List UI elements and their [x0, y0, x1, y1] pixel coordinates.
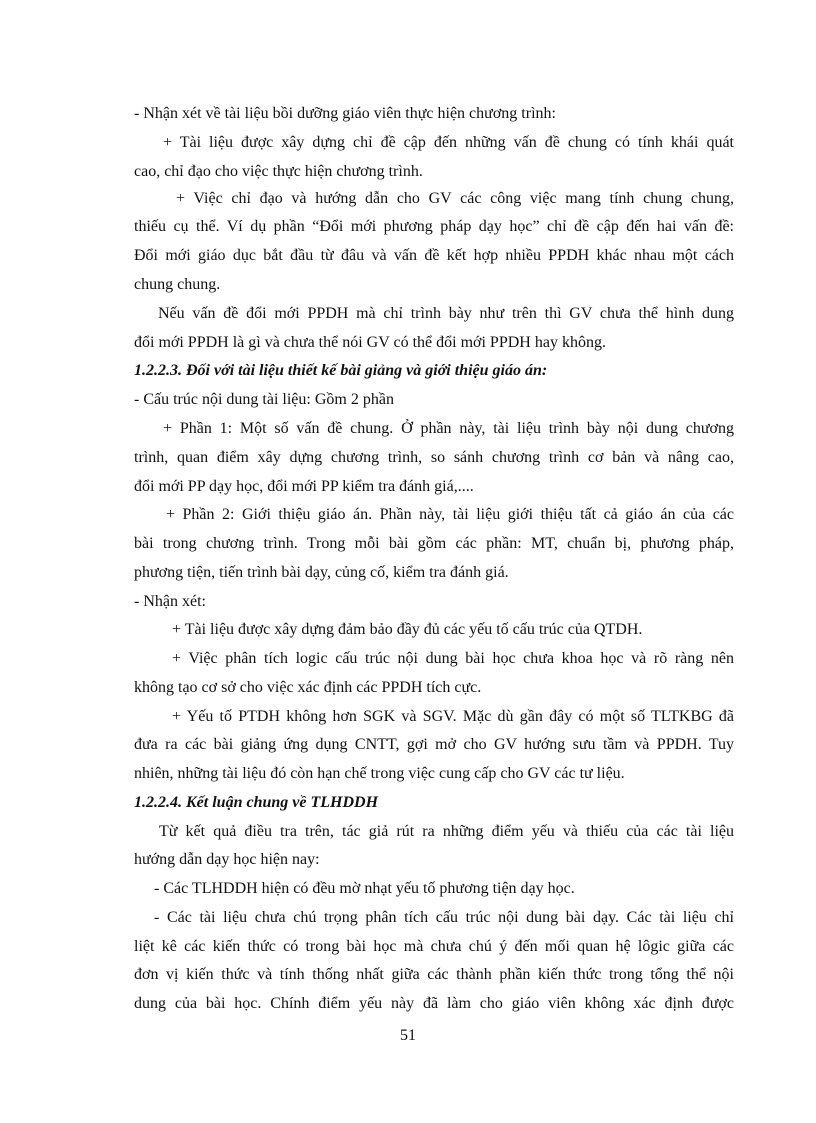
section-heading: 1.2.2.3. Đối với tài liệu thiết kế bài giảng và giới thiệu giáo án: [134, 362, 548, 379]
text-line: - Nhận xét: [134, 593, 206, 610]
text-line: nhiên, những tài liệu đó còn hạn chế trong việc cung cấp cho GV các tư liệu. [134, 765, 625, 782]
text-line: Nếu vấn đề đổi mới PPDH mà chỉ trình bày như trên thì GV chưa thể hình dung [158, 305, 734, 322]
text-line: + Phần 2: Giới thiệu giáo án. Phần này, tài liệu giới thiệu tất cả giáo án của các [166, 506, 734, 523]
text-line: đơn vị kiến thức và tính thống nhất giữa các thành phần kiến thức trong tổng thể nội [134, 966, 734, 983]
text-line: - Các tài liệu chưa chú trọng phân tích cấu trúc nội dung bài dạy. Các tài liệu chỉ [154, 909, 734, 926]
text-line: - Nhận xét về tài liệu bồi dưỡng giáo viên thực hiện chương trình: [134, 105, 556, 122]
text-line: bài trong chương trình. Trong mỗi bài gồm các phần: MT, chuẩn bị, phương pháp, [134, 535, 734, 552]
text-line: + Tài liệu được xây dựng chỉ đề cập đến những vấn đề chung có tính khái quát [163, 134, 734, 151]
text-line: + Việc phân tích logic cấu trúc nội dung bài học chưa khoa học và rõ ràng nên [172, 650, 734, 667]
text-line: - Các TLHDDH hiện có đều mờ nhạt yếu tố phương tiện dạy học. [154, 880, 575, 897]
text-line: Từ kết quả điều tra trên, tác giả rút ra những điểm yếu và thiếu của các tài liệu [159, 823, 734, 840]
text-line: chung chung. [134, 276, 221, 293]
text-line: trình, quan điểm xây dựng chương trình, so sánh chương trình cơ bản và nâng cao, [134, 449, 734, 466]
page-number: 51 [400, 1027, 416, 1044]
text-line: đưa ra các bài giảng ứng dụng CNTT, gợi mở cho GV hướng sưu tầm và PPDH. Tuy [134, 736, 734, 753]
section-heading: 1.2.2.4. Kết luận chung về TLHDDH [134, 794, 379, 811]
text-line: liệt kê các kiến thức có trong bài học mà chưa chú ý đến mối quan hệ lôgic giữa các [134, 938, 734, 955]
text-line: thiếu cụ thể. Ví dụ phần “Đổi mới phương pháp dạy học” chỉ đề cập đến hai vấn đề: [134, 218, 734, 235]
text-line: + Phần 1: Một số vấn đề chung. Ở phần này, tài liệu trình bày nội dung chương [163, 420, 734, 437]
text-line: phương tiện, tiến trình bài dạy, củng cố, kiểm tra đánh giá. [134, 564, 509, 581]
text-line: không tạo cơ sở cho việc xác định các PPDH tích cực. [134, 679, 482, 696]
text-line: dung của bài học. Chính điểm yếu này đã làm cho giáo viên không xác định được [134, 995, 734, 1012]
text-line: đổi mới PPDH là gì và chưa thể nói GV có thể đổi mới PPDH hay không. [134, 334, 606, 351]
text-line: + Yếu tố PTDH không hơn SGK và SGV. Mặc dù gần đây có một số TLTKBG đã [172, 708, 734, 725]
text-line: + Tài liệu được xây dựng đảm bảo đầy đủ các yếu tố cấu trúc của QTDH. [172, 621, 643, 638]
text-line: cao, chỉ đạo cho việc thực hiện chương trình. [134, 163, 423, 180]
text-line: hướng dẫn dạy học hiện nay: [134, 851, 320, 868]
text-line: Đổi mới giáo dục bắt đầu từ đâu và vấn đề kết hợp nhiều PPDH khác nhau một cách [134, 247, 734, 264]
text-line: đổi mới PP dạy học, đổi mới PP kiểm tra đánh giá,.... [134, 478, 474, 495]
text-line: + Việc chỉ đạo và hướng dẫn cho GV các công việc mang tính chung chung, [176, 190, 734, 207]
text-line: - Cấu trúc nội dung tài liệu: Gồm 2 phần [134, 391, 394, 408]
